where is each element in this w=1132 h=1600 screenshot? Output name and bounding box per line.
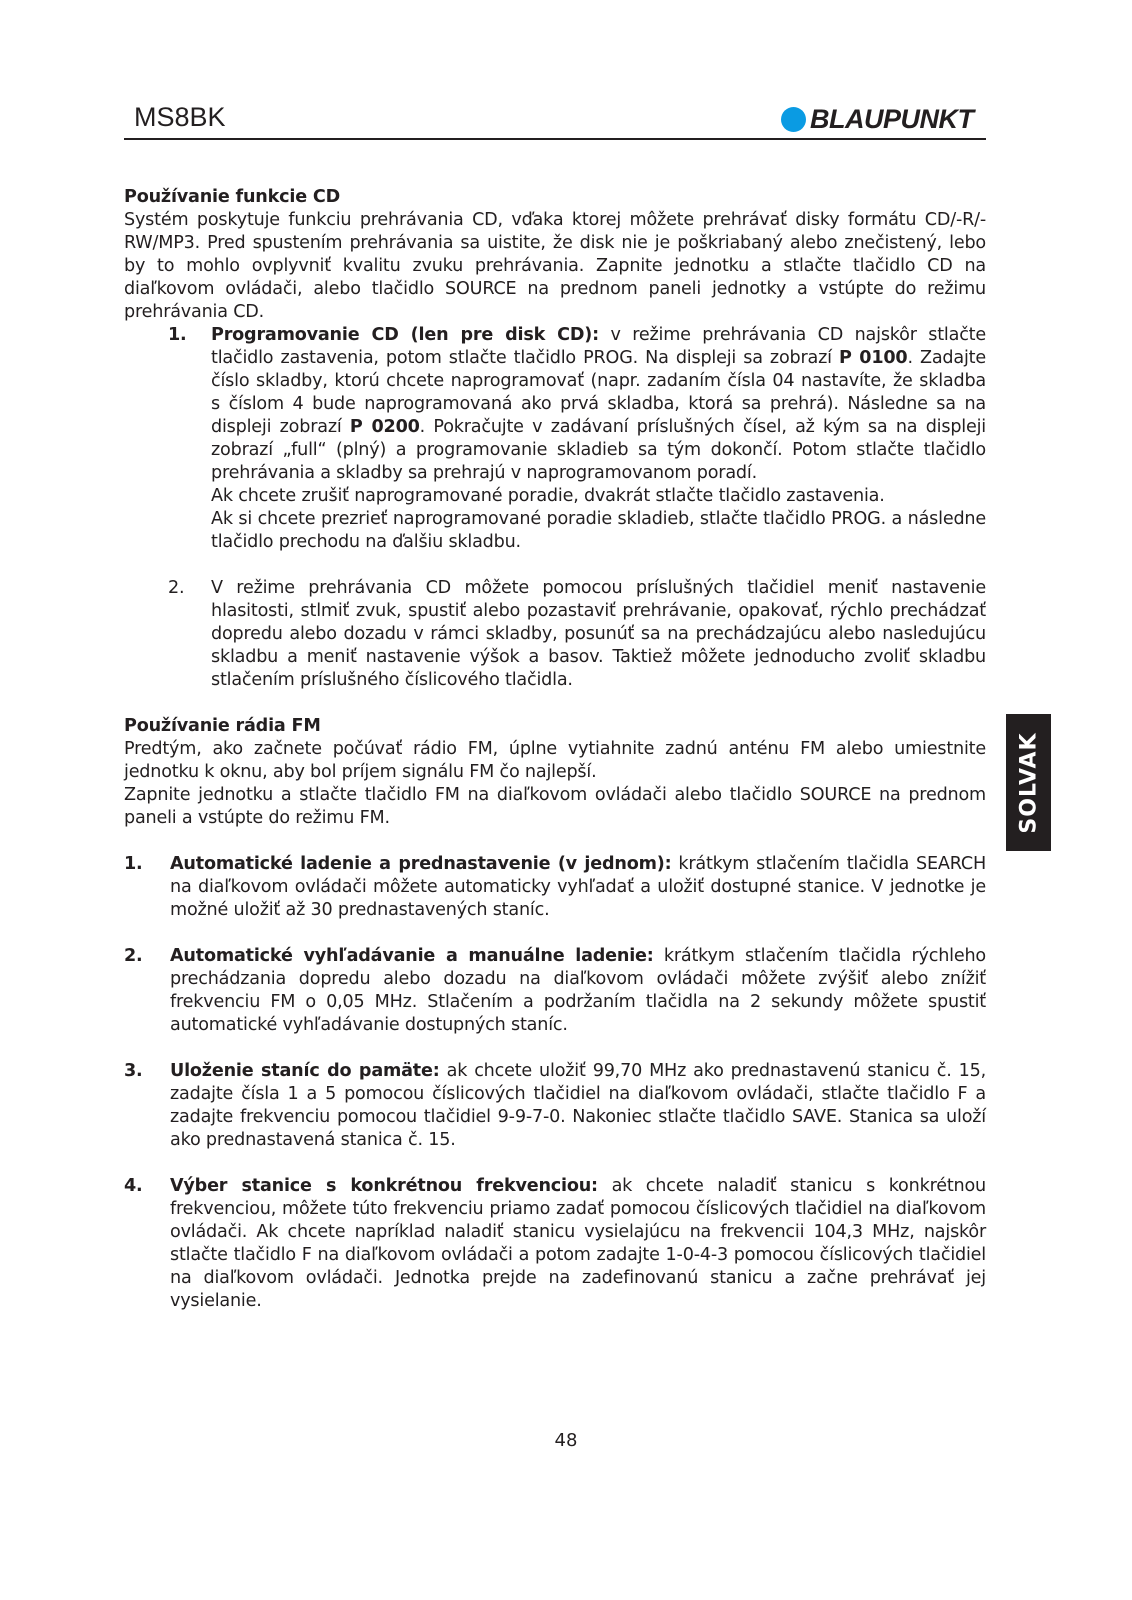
model-name: MS8BK [134, 102, 226, 132]
item-title: Výber stanice s konkrétnou frekvenciou: [170, 1176, 598, 1196]
fm-intro-2: Zapnite jednotku a stlačte tlačidlo FM na diaľkovom ovládači alebo tlačidlo SOURCE na prednom paneli a vstúpte do režimu FM. [124, 785, 986, 828]
item-title: Uloženie staníc do pamäte: [170, 1061, 440, 1081]
page-number: 48 [554, 1430, 578, 1451]
item-text: ak chcete uložiť 99,70 MHz ako prednastavenú stanicu č. 15, zadajte čísla 1 a 5 pomocou číslicových tlačidiel na diaľkovom ovládači, stlačte tlačidlo F a zadajte frekvenciu pomocou tlačidiel 9-9-7-0. Nakoniec stlačte tlačidlo SAVE. Stanica sa uloží ako prednastavená stanica č. 15. [170, 1061, 986, 1150]
language-tab [1006, 714, 1051, 851]
cd-heading: Používanie funkcie CD [124, 187, 340, 207]
cd-item-1-cancel: Ak chcete zrušiť naprogramované poradie, dvakrát stlačte tlačidlo zastavenia. [211, 486, 885, 506]
cd-item-2 [124, 577, 986, 692]
item-number: 4. [124, 1176, 143, 1196]
cd-item-1 [124, 324, 986, 554]
item-number: 2. [168, 578, 185, 598]
header-divider [124, 138, 986, 140]
item-title: Automatické ladenie a prednastavenie (v jednom): [170, 854, 672, 874]
fm-item-1 [124, 853, 986, 922]
display-code: P 0200 [349, 417, 420, 437]
item-number: 1. [124, 854, 143, 874]
cd-item-1-review: Ak si chcete prezrieť naprogramované poradie skladieb, stlačte tlačidlo PROG. a následne tlačidlo prechodu na ďalšiu skladbu. [211, 509, 986, 552]
logo-dot-icon [781, 107, 806, 132]
cd-item-1-text [211, 324, 986, 485]
item-text: krátkym stlačením tlačidla SEARCH na diaľkovom ovládači môžete automaticky vyhľadať a uložiť dostupné stanice. V jednotke je možné uložiť až 30 prednastavených staníc. [170, 854, 986, 920]
cd-item-2-text: V režime prehrávania CD môžete pomocou príslušných tlačidiel meniť nastavenie hlasitosti, stlmiť zvuk, spustiť alebo pozastaviť prehrávanie, opakovať, rýchlo prechádzať dopredu alebo dozadu v rámci skladby, posunúť sa na prechádzajúcu alebo nasledujúcu skladbu a meniť nastavenie výšok a basov. Taktiež môžete jednoducho zvoliť skladbu stlačením príslušného číslicového tlačidla. [211, 578, 986, 690]
item-text: ak chcete naladiť stanicu s konkrétnou frekvenciou, môžete túto frekvenciu priamo zadať pomocou číslicových tlačidiel na diaľkovom ovládači. Ak chcete napríklad naladiť stanicu vysielajúcu na frekvencii 104,3 MHz, najskôr stlačte tlačidlo F na diaľkovom ovládači a potom zadajte 1-0-4-3 pomocou číslicových tlačidiel na diaľkovom ovládači. Jednotka prejde na zadefinovanú stanicu a začne prehrávať jej vysielanie. [170, 1176, 986, 1311]
item-text: v režime prehrávania CD najskôr stlačte tlačidlo zastavenia, potom stlačte tlačidlo PROG. Na displeji sa zobrazí [211, 325, 986, 368]
item-title: Automatické vyhľadávanie a manuálne ladenie: [170, 946, 654, 966]
item-text: . Pokračujte v zadávaní príslušných čísel, až kým sa na displeji zobrazí „full“ (plný) a programovanie skladieb sa tým dokončí. Potom stlačte tlačidlo prehrávania a skladby sa prehrajú v naprogramovanom poradí. [211, 417, 986, 483]
cd-intro: Systém poskytuje funkciu prehrávania CD, vďaka ktorej môžete prehrávať disky formátu CD/-R/-RW/MP3. Pred spustením prehrávania sa uistite, že disk nie je poškriabaný alebo znečistený, lebo by to mohlo ovplyvniť kvalitu zvuku prehrávania. Zapnite jednotku a stlačte tlačidlo CD na diaľkovom ovládači, alebo tlačidlo SOURCE na prednom paneli jednotky a vstúpte do režimu prehrávania CD. [124, 210, 986, 322]
language-tab-label: SOLVAK [1016, 731, 1041, 834]
item-number: 3. [124, 1061, 143, 1081]
item-text: krátkym stlačením tlačidla rýchleho prechádzania dopredu alebo dozadu na diaľkovom ovládači môžete zvýšiť alebo znížiť frekvenciu FM o 0,05 MHz. Stlačením a podržaním tlačidla na 2 sekundy môžete spustiť automatické vyhľadávanie dostupných staníc. [170, 946, 986, 1035]
fm-item-3 [124, 1060, 986, 1152]
fm-heading: Používanie rádia FM [124, 716, 321, 736]
item-title: Programovanie CD (len pre disk CD): [211, 325, 599, 345]
item-number: 2. [124, 946, 143, 966]
fm-item-2 [124, 945, 986, 1037]
item-number: 1. [168, 325, 187, 345]
display-code: P 0100 [838, 348, 908, 368]
fm-intro-1: Predtým, ako začnete počúvať rádio FM, úplne vytiahnite zadnú anténu FM alebo umiestnite jednotku k oknu, aby bol príjem signálu FM čo najlepší. [124, 739, 986, 782]
brand-name: BLAUPUNKT [810, 104, 974, 134]
fm-item-4 [124, 1175, 986, 1313]
item-text: . Zadajte číslo skladby, ktorú chcete naprogramovať (napr. zadaním čísla 04 nastavíte, že skladba s číslom 4 bude naprogramovaná ako prvá skladba, ktorá sa prehrá). Následne sa na displeji zobrazí [211, 348, 986, 437]
brand-logo [781, 104, 974, 135]
page-content [124, 186, 986, 1313]
